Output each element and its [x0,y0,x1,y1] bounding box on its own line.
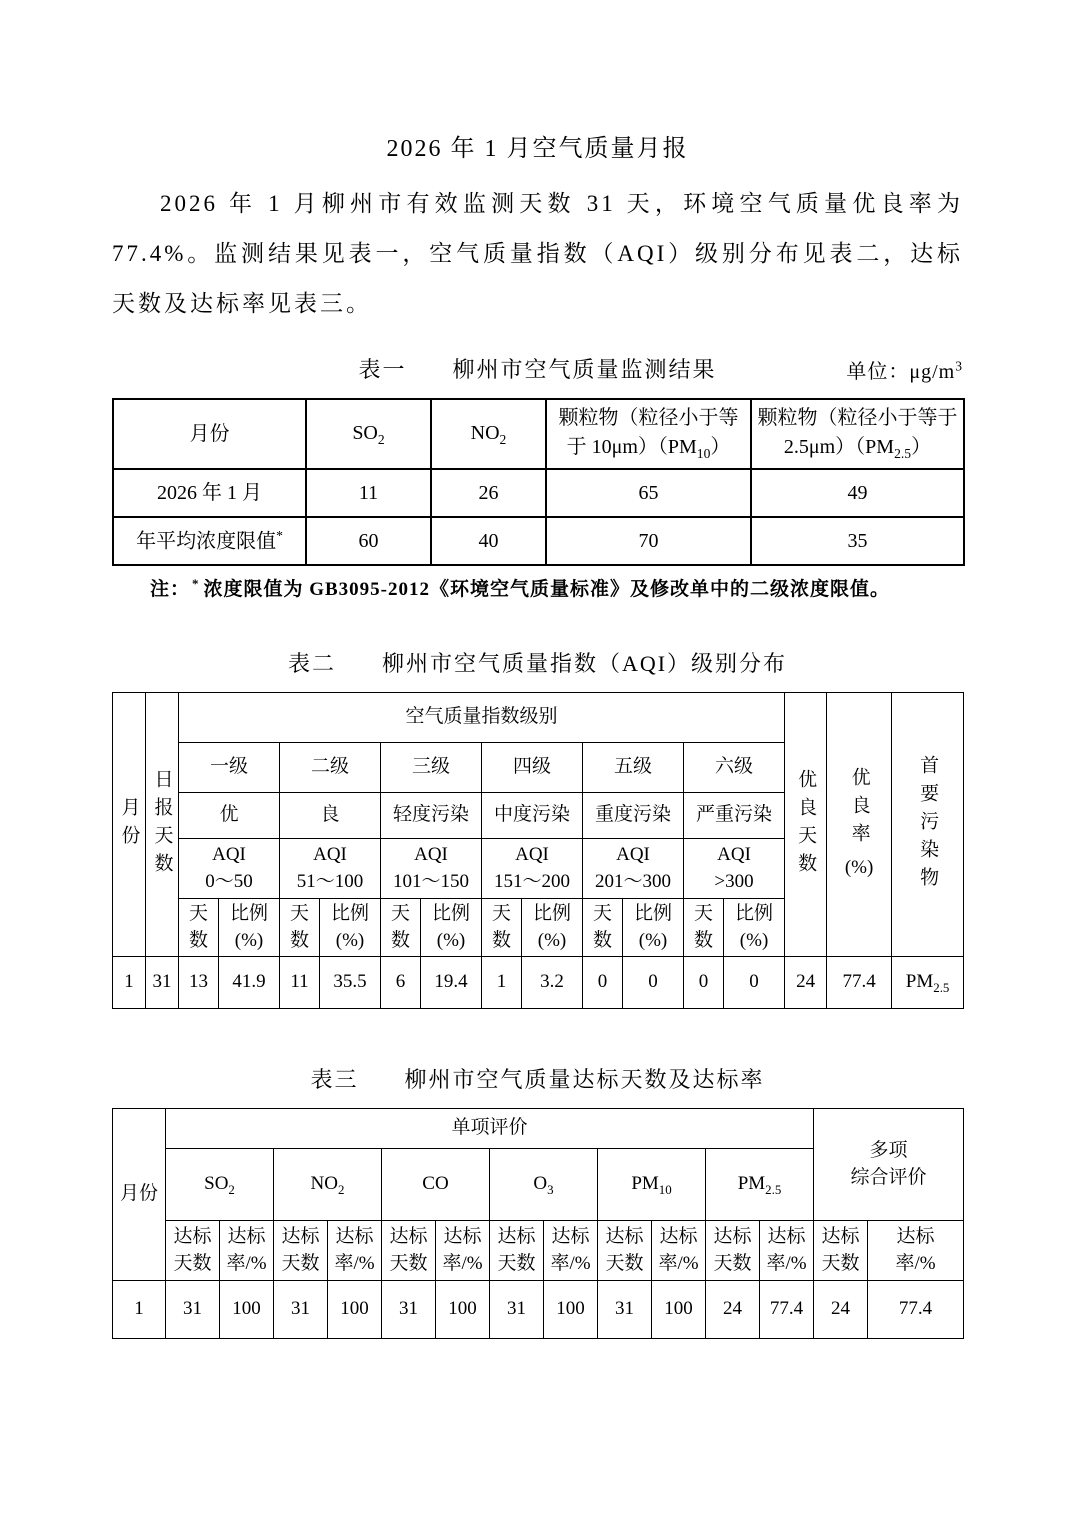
level-name-cell: 优 [179,793,280,839]
attain-rate-line: 率/% [550,1252,591,1274]
data-cell: 100 [328,1281,382,1339]
attain-days-subheader-cell [166,1221,220,1281]
data-cell: 1 [113,1281,166,1339]
table1-caption-label: 表一 [358,357,407,382]
level-header-cell: 一级 [179,743,280,793]
aqi-range-cell [179,839,280,899]
ratio-line: (%) [335,929,365,951]
ratio-subheader-cell [421,899,482,957]
attain-rate-line: 率/% [895,1252,936,1274]
attain-days-subheader-cell [274,1221,328,1281]
pollutant-header-cell [382,1149,490,1221]
level-header-cell: 四级 [482,743,583,793]
month-vertical-label: 月份 [118,796,140,853]
level-header-cell: 六级 [684,743,785,793]
pollutant-label: O [533,1172,548,1194]
pm10-header-cell [546,399,751,469]
multi-eval-header-cell [814,1109,964,1221]
aqi-range: >300 [714,870,754,892]
ratio-line: (%) [436,929,466,951]
days-line: 天 [693,902,713,924]
days-line: 天 [491,902,511,924]
attain-rate-line: 达标 [227,1225,266,1247]
attain-days-subheader-cell [814,1221,868,1281]
multi-eval-line: 多项 [869,1139,908,1161]
data-cell: 26 [431,469,546,517]
attain-rate-subheader-cell [652,1221,706,1281]
good-days-header-cell [785,693,827,957]
attain-days-subheader-cell [490,1221,544,1281]
data-cell: 35 [751,517,964,565]
data-cell: 70 [546,517,751,565]
data-cell: 77.4 [827,957,892,1009]
days-subheader-cell [684,899,724,957]
aqi-label: AQI [414,843,448,865]
days-subheader-cell [482,899,522,957]
aqi-group-header-cell: 空气质量指数级别 [179,693,785,743]
level-name-cell: 严重污染 [684,793,785,839]
table3-subheader-row [113,1221,964,1281]
pm10-subscript: 10 [696,446,711,462]
attain-rate-line: 达标 [443,1225,482,1247]
days-line: 天 [390,902,410,924]
data-cell: 31 [146,957,179,1009]
pm25-subscript: 2.5 [894,446,912,462]
ratio-line: (%) [739,929,769,951]
attain-days-line: 达标 [605,1225,644,1247]
so2-subscript: 2 [377,431,385,447]
pollutant-header-cell [706,1149,814,1221]
level-header-cell: 五级 [583,743,684,793]
table2-data-row [113,957,964,1009]
aqi-label: AQI [717,843,751,865]
data-cell: 31 [490,1281,544,1339]
attain-rate-line: 率/% [334,1252,375,1274]
pollutant-subscript: 2 [338,1181,345,1197]
days-subheader-cell [583,899,623,957]
data-cell: 77.4 [868,1281,964,1339]
note-text: 浓度限值为 GB3095-2012《环境空气质量标准》及修改单中的二级浓度限值。 [203,579,890,600]
data-cell: 13 [179,957,219,1009]
table1-header-row [113,399,964,469]
data-cell: 77.4 [760,1281,814,1339]
aqi-level-distribution-table [112,692,964,1009]
month-header-cell [113,693,146,957]
table2-caption-label: 表二 [287,651,336,676]
row-label-cell [113,517,306,565]
primary-pollutant-vertical-label: 首要污染物 [917,754,939,895]
ratio-line: 比例 [431,902,470,924]
ratio-line: 比例 [633,902,672,924]
data-cell: 0 [724,957,785,1009]
ratio-line: 比例 [532,902,571,924]
ratio-line: (%) [638,929,668,951]
ratio-subheader-cell [724,899,785,957]
aqi-range-cell [583,839,684,899]
attain-days-line: 天数 [497,1252,536,1274]
days-line: 天 [592,902,612,924]
table1-footnote [150,574,963,601]
table2-caption [288,647,787,678]
table1-limit-row [113,517,964,565]
level-name-cell: 良 [280,793,381,839]
days-line: 数 [693,929,713,951]
data-cell: 31 [382,1281,436,1339]
attain-days-line: 天数 [389,1252,428,1274]
level-header-cell: 二级 [280,743,381,793]
table3-header-row1 [113,1109,964,1149]
attain-rate-line: 达标 [767,1225,806,1247]
data-cell: 100 [652,1281,706,1339]
month-header-cell: 月份 [113,1109,166,1281]
data-cell: 31 [274,1281,328,1339]
so2-header-cell [306,399,431,469]
primary-pollutant-base: PM [905,970,934,992]
table3-caption-label: 表三 [310,1067,359,1092]
pollutant-label: CO [422,1172,449,1194]
days-subheader-cell [280,899,320,957]
unit-text: 单位：μg/m [846,361,956,383]
pollutant-header-cell [274,1149,382,1221]
table2-caption-title: 柳州市空气质量指数（AQI）级别分布 [381,651,788,676]
attain-days-subheader-cell [382,1221,436,1281]
pollutant-subscript: 10 [658,1181,672,1197]
primary-pollutant-subscript: 2.5 [933,979,950,995]
pollutant-header-cell [490,1149,598,1221]
data-cell: 3.2 [522,957,583,1009]
aqi-range-cell [482,839,583,899]
level-name-cell: 中度污染 [482,793,583,839]
data-cell: 0 [623,957,684,1009]
data-cell: 35.5 [320,957,381,1009]
pollutant-label: SO [204,1172,229,1194]
attain-rate-line: 达标 [896,1225,935,1247]
attain-rate-subheader-cell [436,1221,490,1281]
data-cell: 1 [482,957,522,1009]
pm10-label-close: ） [710,436,731,459]
good-rate-unit: (%) [844,857,874,879]
data-cell: 31 [598,1281,652,1339]
data-cell: 0 [684,957,724,1009]
pollutant-label: NO [310,1172,338,1194]
table3-caption [310,1063,764,1094]
table2-caption-row [112,647,963,678]
attain-days-line: 达标 [821,1225,860,1247]
single-eval-header-cell: 单项评价 [166,1109,814,1149]
data-cell: 11 [280,957,320,1009]
aqi-label: AQI [616,843,650,865]
pollutant-subscript: 2 [228,1181,235,1197]
table3-caption-row [112,1063,963,1094]
level-name-cell: 重度污染 [583,793,684,839]
aqi-range: 101～150 [392,870,469,892]
pollutant-label: PM [631,1172,659,1194]
aqi-range: 151～200 [493,870,570,892]
table1-data-row [113,469,964,517]
no2-label: NO [470,421,500,444]
attain-days-subheader-cell [598,1221,652,1281]
attain-days-line: 天数 [713,1252,752,1274]
data-cell: 24 [706,1281,760,1339]
aqi-label: AQI [212,843,246,865]
primary-pollutant-header-cell [892,693,964,957]
attain-days-line: 天数 [605,1252,644,1274]
level-header-cell: 三级 [381,743,482,793]
aqi-range-cell [280,839,381,899]
pm25-label-close: ） [911,436,932,459]
pollutant-header-cell [166,1149,274,1221]
attain-rate-subheader-cell [760,1221,814,1281]
pollutant-label: PM [737,1172,766,1194]
pollutant-subscript: 3 [547,1181,554,1197]
attain-days-line: 达标 [497,1225,536,1247]
unit-superscript: 3 [955,358,963,374]
attain-days-subheader-cell [706,1221,760,1281]
aqi-range: 201～300 [594,870,671,892]
days-line: 天 [188,902,208,924]
attain-rate-subheader-cell [220,1221,274,1281]
data-cell: 31 [166,1281,220,1339]
data-cell: 100 [544,1281,598,1339]
ratio-subheader-cell [320,899,381,957]
days-line: 数 [592,929,612,951]
attain-days-line: 天数 [173,1252,212,1274]
so2-label: SO [352,421,378,444]
ratio-line: 比例 [735,902,774,924]
limit-label: 年平均浓度限值 [136,530,277,553]
good-rate-vertical-label: 优良率 [848,767,870,852]
attain-rate-line: 达标 [335,1225,374,1247]
aqi-range: 0～50 [205,870,253,892]
data-cell: 100 [436,1281,490,1339]
data-cell: 24 [785,957,827,1009]
days-line: 数 [289,929,309,951]
data-cell: 19.4 [421,957,482,1009]
ratio-line: (%) [234,929,264,951]
attain-rate-line: 达标 [551,1225,590,1247]
attain-rate-line: 率/% [766,1252,807,1274]
attain-days-line: 达标 [713,1225,752,1247]
days-line: 天 [289,902,309,924]
data-cell: 100 [220,1281,274,1339]
table1-caption-title: 柳州市空气质量监测结果 [452,357,717,382]
data-cell: 40 [431,517,546,565]
attain-rate-line: 率/% [226,1252,267,1274]
limit-asterisk: * [276,527,283,543]
attain-rate-subheader-cell [868,1221,964,1281]
days-subheader-cell [381,899,421,957]
level-name-cell: 轻度污染 [381,793,482,839]
attain-rate-line: 率/% [442,1252,483,1274]
ratio-line: (%) [537,929,567,951]
data-cell: 49 [751,469,964,517]
table3-caption-title: 柳州市空气质量达标天数及达标率 [404,1067,765,1092]
good-days-vertical-label: 优良天数 [795,768,817,881]
monitoring-results-table [112,398,965,566]
month-header-cell: 月份 [113,399,306,469]
pollutant-header-cell [598,1149,706,1221]
good-rate-header-cell [827,693,892,957]
aqi-label: AQI [515,843,549,865]
attain-rate-line: 率/% [658,1252,699,1274]
table1-caption [358,353,716,384]
data-cell: 1 [113,957,146,1009]
data-cell: 41.9 [219,957,280,1009]
data-cell: 11 [306,469,431,517]
data-cell: 60 [306,517,431,565]
table1-unit-label [717,355,963,384]
no2-subscript: 2 [499,431,507,447]
attain-days-line: 达标 [389,1225,428,1247]
ratio-subheader-cell [522,899,583,957]
attain-days-line: 达标 [173,1225,212,1247]
attain-rate-subheader-cell [328,1221,382,1281]
pm25-label: 颗粒物（粒径小于等于 2.5μm）（PM [757,407,958,459]
ratio-subheader-cell [219,899,280,957]
intro-paragraph: 2026 年 1 月柳州市有效监测天数 31 天，环境空气质量优良率为 77.4%。监测结果见表一，空气质量指数（AQI）级别分布见表二，达标天数及达标率见表三。 [112,191,963,316]
aqi-range: 51～100 [296,870,364,892]
table1-caption-row [112,353,963,384]
note-asterisk: * [192,575,200,591]
days-line: 数 [491,929,511,951]
daily-report-days-header-cell [146,693,179,957]
row-label-cell: 2026 年 1 月 [113,469,306,517]
document-title: 2026 年 1 月空气质量月报 [386,136,689,162]
no2-header-cell [431,399,546,469]
data-cell: 24 [814,1281,868,1339]
days-subheader-cell [179,899,219,957]
attain-days-line: 天数 [821,1252,860,1274]
attain-days-line: 达标 [281,1225,320,1247]
table2-header-row1 [113,693,964,743]
pm25-header-cell [751,399,964,469]
pm10-label: 颗粒物（粒径小于等于 10μm）（PM [558,407,739,459]
pollutant-subscript: 2.5 [765,1181,782,1197]
primary-pollutant-cell [892,957,964,1009]
data-cell: 6 [381,957,421,1009]
days-line: 数 [188,929,208,951]
ratio-line: 比例 [229,902,268,924]
attain-days-line: 天数 [281,1252,320,1274]
data-cell: 0 [583,957,623,1009]
ratio-subheader-cell [623,899,684,957]
aqi-range-cell [381,839,482,899]
multi-eval-line: 综合评价 [850,1166,927,1188]
attainment-table [112,1108,964,1339]
data-cell: 65 [546,469,751,517]
attain-rate-subheader-cell [544,1221,598,1281]
table3-data-row [113,1281,964,1339]
ratio-line: 比例 [330,902,369,924]
days-line: 数 [390,929,410,951]
attain-rate-line: 达标 [659,1225,698,1247]
aqi-label: AQI [313,843,347,865]
aqi-range-cell [684,839,785,899]
daily-report-days-vertical-label: 日报天数 [151,768,173,881]
note-prefix: 注： [150,579,191,600]
